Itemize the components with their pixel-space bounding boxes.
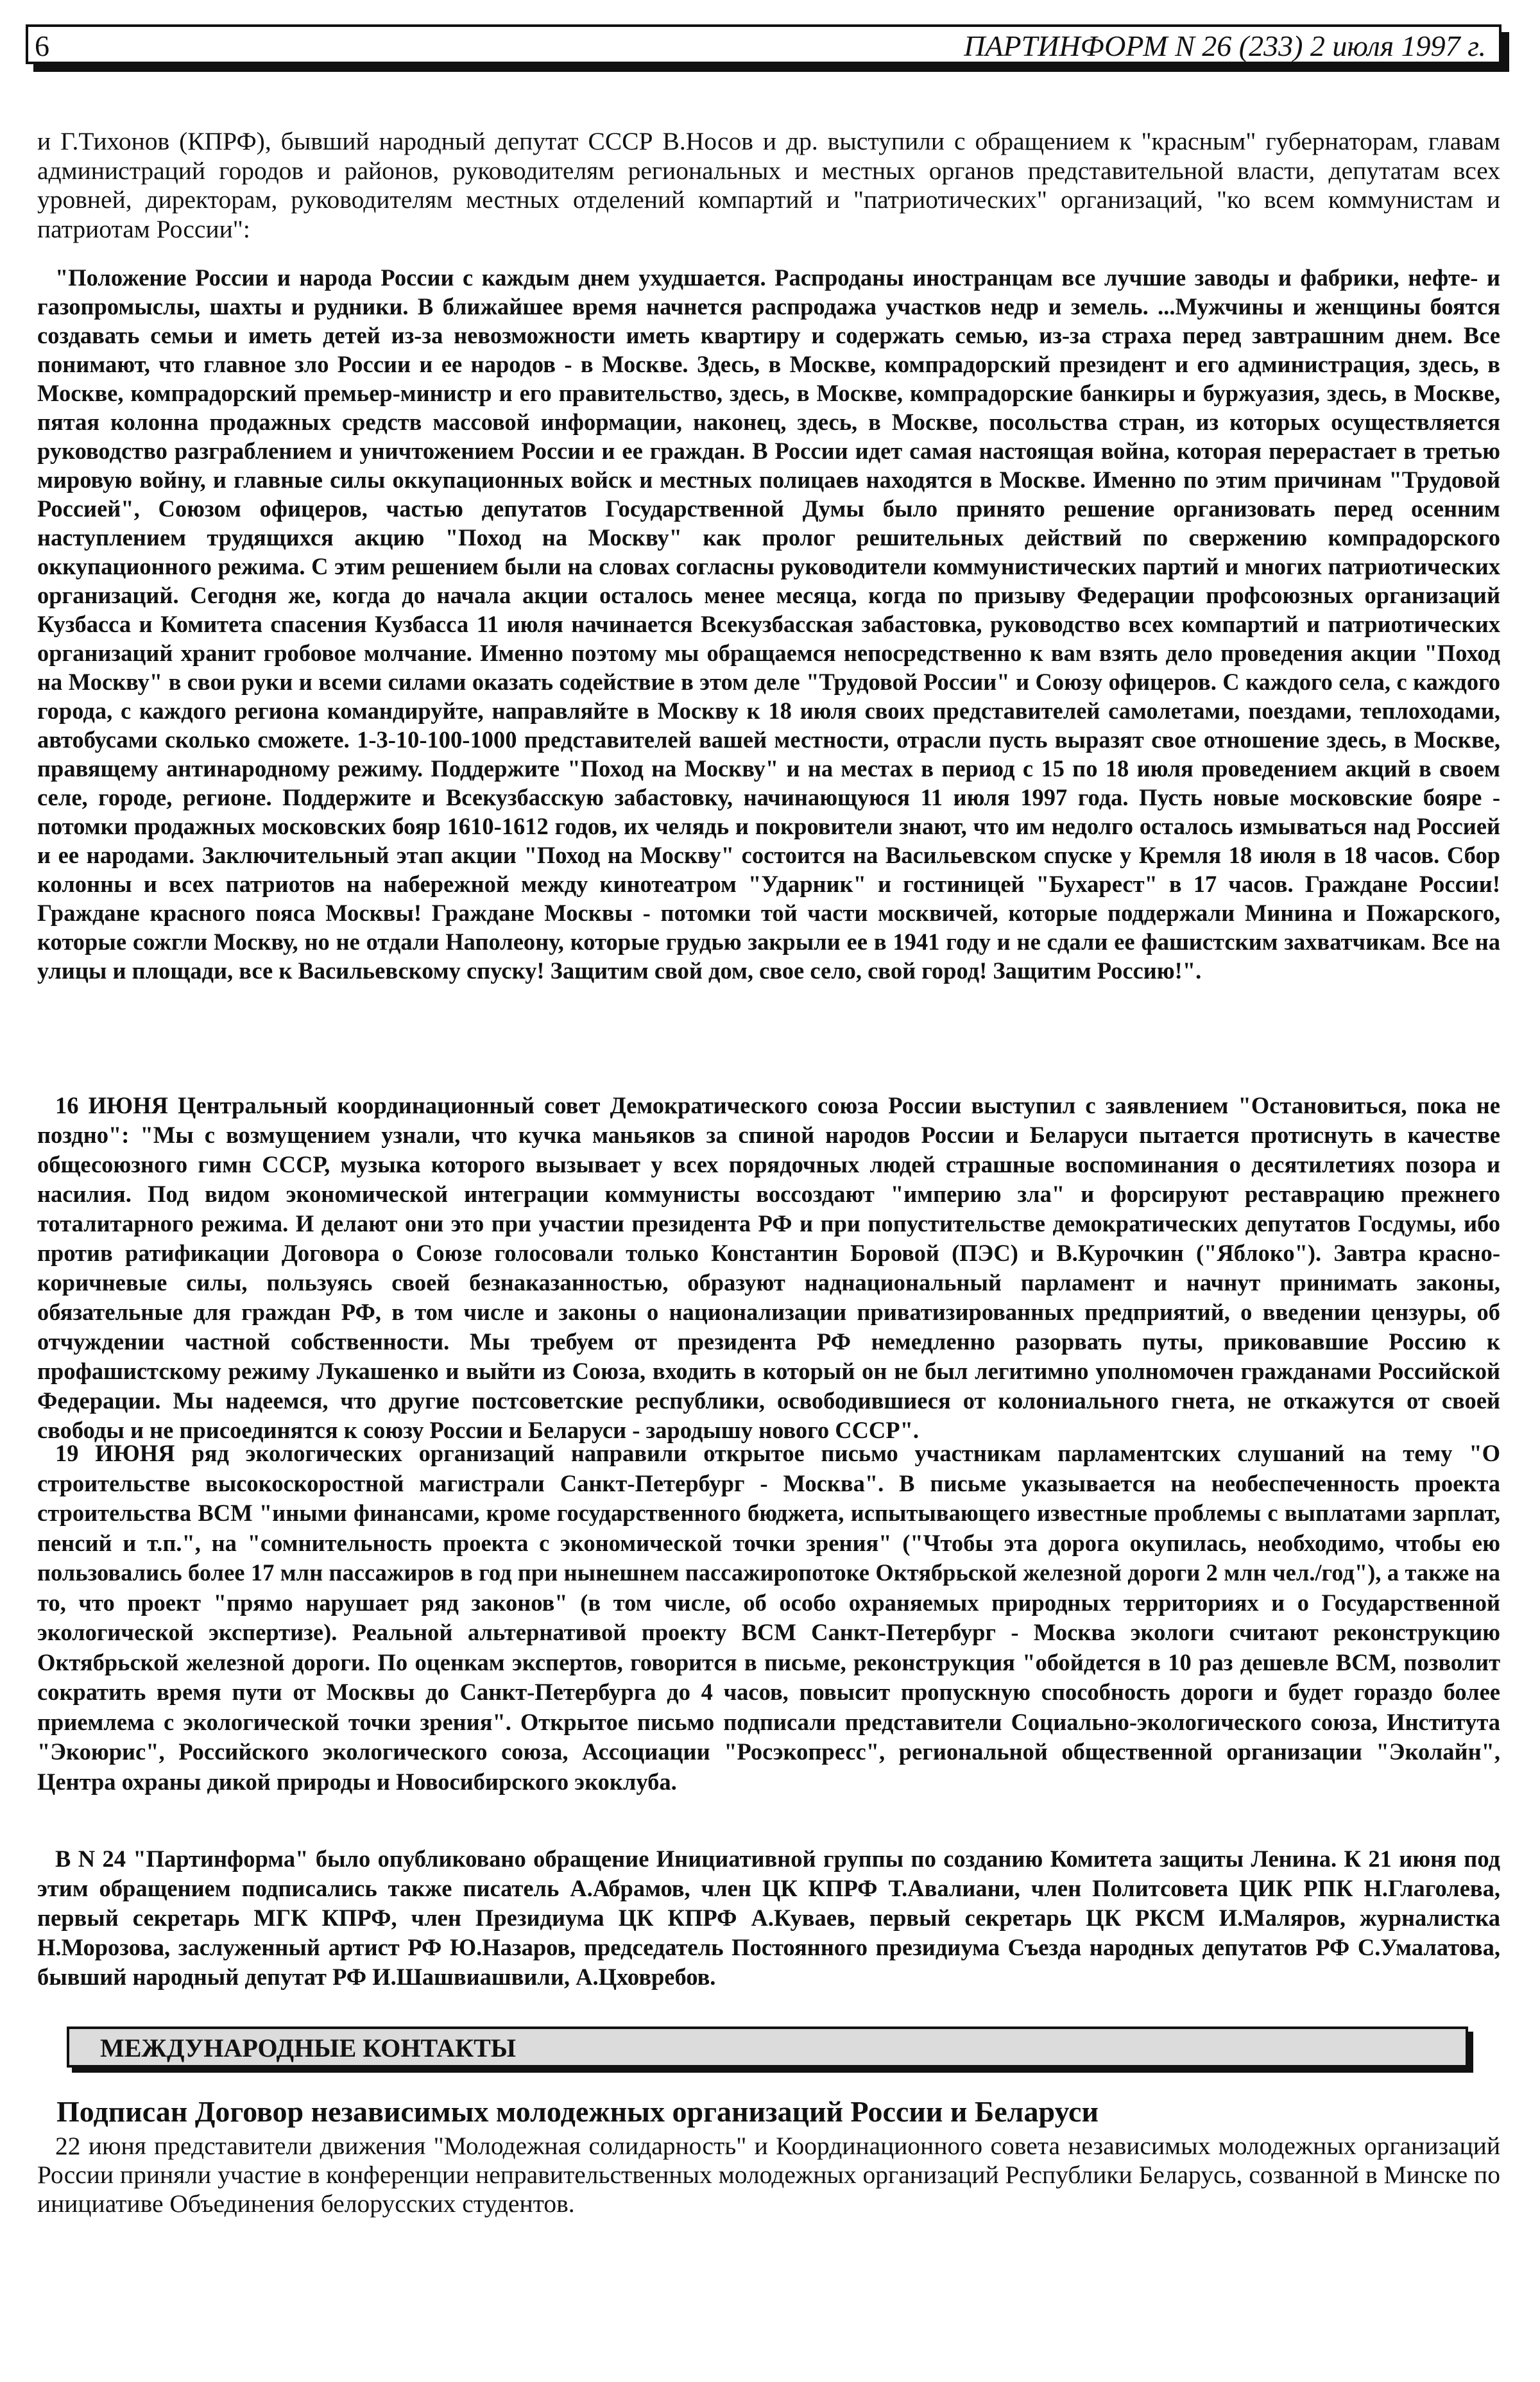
article-body-text: 22 июня представители движения "Молодежная солидарность" и Координационного совета независимых молодежных организаций России приняли участие в конференции неправительственных молодежных организаций Республики Беларусь, созванной в Минске по инициативе Объединения белорусских студентов. <box>37 2132 1500 2218</box>
news-item-june-16 <box>37 1091 1500 1445</box>
page-number: 6 <box>35 30 49 62</box>
page-header <box>26 24 1502 64</box>
section-title: МЕЖДУНАРОДНЫЕ КОНТАКТЫ <box>100 2034 517 2062</box>
appeal-quote-text: "Положение России и народа России с каждым днем ухудшается. Распроданы иностранцам все лучшие заводы и фабрики, нефте- и газопромыслы, шахты и рудники. В ближайшее время начнется распродажа участков недр и земель. ...Мужчины и женщины боятся создавать семьи и иметь детей из-за невозможности иметь квартиру и содержать семью, из-за страха перед завтрашним днем. Все понимают, что главное зло России и ее народов - в Москве. Здесь, в Москве, компрадорский президент и его администрация, здесь, в Москве, компрадорский премьер-министр и его правительство, здесь, в Москве, компрадорские банкиры и буржуазия, здесь, в Москве, пятая колонна продажных средств массовой информации, наконец, здесь, в Москве, посольства стран, из которых осуществляется руководство разграблением и уничтожением России и ее граждан. В России идет самая настоящая война, которая перерастает в третью мировую войну, и главные силы оккупационных войск и местных полицаев находятся в Москве. Именно по этим причинам "Трудовой Россией", Союзом офицеров, частью депутатов Государственной Думы было принято решение организовать перед осенним наступлением трудящихся акцию "Поход на Москву" как пролог решительных действий по свержению компрадорского оккупационного режима. С этим решением были на словах согласны руководители коммунистических партий и многих патриотических организаций. Сегодня же, когда до начала акции осталось менее месяца, когда по призыву Федерации профсоюзных организаций Кузбасса и Комитета спасения Кузбасса 11 июля начинается Всекузбасская забастовка, руководство всех компартий и патриотических организаций хранит гробовое молчание. Именно поэтому мы обращаемся непосредственно к вам взять дело проведения акции "Поход на Москву" в свои руки и всеми силами оказать содействие в этом деле "Трудовой России" и Союзу офицеров. С каждого села, с каждого города, с каждого региона командируйте, направляйте в Москву к 18 июля своих представителей самолетами, поездами, теплоходами, автобусами сколько сможете. 1-3-10-100-1000 представителей вашей местности, отрасли пусть выразят свое отношение здесь, в Москве, правящему антинародному режиму. Поддержите "Поход на Москву" и на местах в период с 15 по 18 июля проведением акций в своем селе, городе, регионе. Поддержите и Всекузбасскую забастовку, начинающуюся 11 июля 1997 года. Пусть новые московские бояре - потомки продажных московских бояр 1610-1612 годов, их челядь и покровители знают, что им недолго осталось измываться над Россией и ее народами. Заключительный этап акции "Поход на Москву" состоится на Васильевском спуске у Кремля 18 июля в 18 часов. Сбор колонны и всех патриотов на набережной между кинотеатром "Ударник" и гостиницей "Бухарест" в 17 часов. Граждане России! Граждане красного пояса Москвы! Граждане Москвы - потомки той части москвичей, которые поддержали Минина и Пожарского, которые сожгли Москву, но не отдали Наполеону, которые грудью закрыли ее в 1941 году и не сдали ее фашистским захватчикам. Все на улицы и площади, все к Васильевскому спуску! Защитим свой дом, свое село, свой город! Защитим Россию!". <box>37 264 1500 984</box>
news-item-text: 16 ИЮНЯ Центральный координационный совет Демократического союза России выступил с заявлением "Остановиться, пока не поздно": "Мы с возмущением узнали, что кучка маньяков за спиной народов России и Беларуси пытается протиснуть в качестве общесоюзного гимн СССР, музыка которого вызывает у всех порядочных людей страшные воспоминания о десятилетиях позора и насилия. Под видом экономической интеграции коммунисты воссоздают "империю зла" и форсируют реставрацию прежнего тоталитарного режима. И делают они это при участии президента РФ и при попустительстве демократических депутатов Госдумы, ибо против ратификации Договора о Союзе голосовали только Константин Боровой (ПЭС) и В.Курочкин ("Яблоко"). Завтра красно-коричневые силы, пользуясь своей безнаказанностью, образуют наднациональный парламент и начнут принимать законы, обязательные для граждан РФ, в том числе и законы о национализации приватизированных предприятий, о введении цензуры, об отчуждении частной собственности. Мы требуем от президента РФ немедленно разорвать путы, приковавшие Россию к профашистскому режиму Лукашенко и выйти из Союза, входить в который он не был легитимно уполномочен гражданами Российской Федерации. Мы надеемся, что другие постсоветские республики, освободившиеся от колониального гнета, не откажутся от своей свободы и не присоединятся к союзу России и Беларуси - зародышу нового СССР". <box>37 1092 1500 1443</box>
issue-title: ПАРТИНФОРМ N 26 (233) 2 июля 1997 г. <box>964 30 1486 62</box>
news-item-n24 <box>37 1844 1500 1992</box>
news-item-text: 19 ИЮНЯ ряд экологических организаций направили открытое письмо участникам парламентских слушаний на тему "О строительстве высокоскоростной магистрали Санкт-Петербург - Москва". В письме указывается на необеспеченность проекта строительства ВСМ "иными финансами, кроме государственного бюджета, испытывающего известные проблемы с выплатами зарплат, пенсий и т.п.", на "сомнительность проекта с экономической точки зрения" ("Чтобы эта дорога окупилась, необходимо, чтобы ею пользовались более 17 млн пассажиров в год при нынешнем пассажиропотоке Октябрьской железной дороги 2 млн чел./год"), а также на то, что проект "прямо нарушает ряд законов" (в том числе, об особо охраняемых природных территориях и о Государственной экологической экспертизе). Реальной альтернативой проекту ВСМ Санкт-Петербург - Москва экологи считают реконструкцию Октябрьской железной дороги. По оценкам экспертов, говорится в письме, реконструкция "обойдется в 10 раз дешевле ВСМ, позволит сократить время пути от Москвы до Санкт-Петербурга до 4 часов, повысит пропускную способность дороги и будет гораздо более приемлема с экологической точки зрения". Открытое письмо подписали представители Социально-экологического союза, Института "Экоюрис", Российского экологического союза, Ассоциации "Росэкопресс", региональной общественной организации "Эколайн", Центра охраны дикой природы и Новосибирского экоклуба. <box>37 1440 1500 1795</box>
news-item-june-19 <box>37 1439 1500 1797</box>
news-item-text: В N 24 "Партинформа" было опубликовано обращение Инициативной группы по созданию Комитета защиты Ленина. К 21 июня под этим обращением подписались также писатель А.Абрамов, член ЦК КПРФ Т.Авалиани, член Политсовета ЦИК РПК Н.Глаголева, первый секретарь МГК КПРФ, член Президиума ЦК КПРФ А.Куваев, первый секретарь ЦК РКСМ И.Маляров, журналистка Н.Морозова, заслуженный артист РФ Ю.Назаров, председатель Постоянного президиума Съезда народных депутатов РФ С.Умалатова, бывший народный депутат РФ И.Шашвиашвили, А.Цховребов. <box>37 1846 1500 1990</box>
article-headline: Подписан Договор независимых молодежных организаций России и Беларуси <box>56 2095 1099 2128</box>
section-header <box>67 2026 1468 2068</box>
article-body <box>37 2132 1500 2218</box>
intro-paragraph: и Г.Тихонов (КПРФ), бывший народный депутат СССР В.Носов и др. выступили с обращением к "красным" губернаторам, главам администраций городов и районов, руководителям региональных и местных органов представительной власти, депутатам всех уровней, директорам, руководителям местных отделений компартий и "патриотических" организаций, "ко всем коммунистам и патриотам России": <box>37 127 1500 243</box>
appeal-quote <box>37 263 1500 985</box>
